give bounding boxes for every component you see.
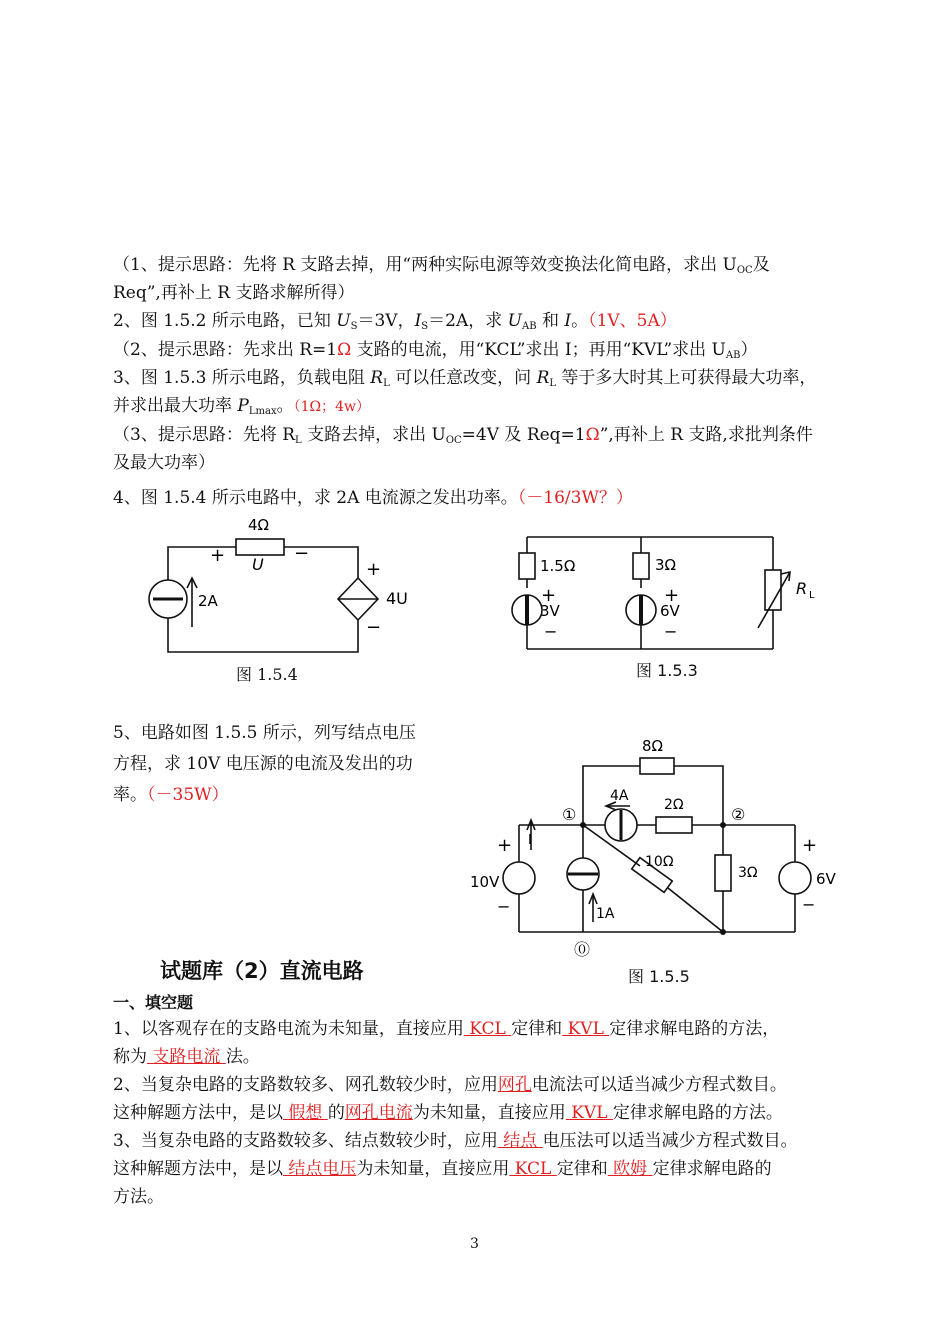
svg-text:−: − [366, 617, 382, 638]
svg-text:+: + [210, 545, 226, 566]
answer-3: （1Ω；4w） [293, 399, 370, 415]
svg-text:+: + [366, 559, 382, 580]
hint2: （2、提示思路：先求出 R=1Ω 支路的电流，用“KCL”求出 I；再用“KVL”求出 $U_{AB}$） [113, 340, 758, 361]
svg-text:+: + [497, 835, 513, 856]
figure-1-5-5 [503, 758, 811, 932]
svg-text:②: ② [731, 805, 746, 824]
svg-text:L: L [809, 590, 815, 601]
variable-resistor-arrow-icon [758, 572, 790, 628]
svg-text:4Ω: 4Ω [248, 516, 270, 534]
fill-3-line1: 3、当复杂电路的支路数较多、结点数较少时，应用 结点 电压法可以适当减少方程式数目。 [113, 1131, 798, 1151]
hint3-line2: 及最大功率） [113, 453, 215, 473]
question-5-line2: 方程，求 10V 电压源的电流及发出的功 [113, 754, 413, 774]
svg-text:+: + [802, 835, 818, 856]
question-3-line2: 并求出最大功率 $P_{Lmax}$。（1Ω；4w） [113, 396, 370, 417]
hint1-line1: （1、提示思路：先将 R 支路去掉，用“两种实际电源等效变换法化简电路，求出 $U_{OC}$及 [113, 255, 770, 276]
svg-text:U: U [252, 555, 264, 574]
fill-1-line2: 称为 支路电流 法。 [113, 1047, 260, 1067]
answer-2: （1V、5A） [588, 311, 677, 331]
svg-text:+: + [541, 585, 557, 606]
fill-1-line1: 1、以客观存在的支路电流为未知量，直接应用 KCL 定律和 KVL 定律求解电路的方法， [113, 1019, 780, 1039]
voltage-source-10v-icon [503, 862, 535, 894]
svg-text:10V: 10V [470, 873, 500, 891]
svg-text:4A: 4A [610, 788, 629, 804]
svg-text:1A: 1A [596, 906, 615, 922]
svg-text:−: − [664, 622, 678, 641]
hint1-line2: Req”,再补上 R 支路求解所得） [113, 283, 355, 303]
svg-text:3V: 3V [540, 602, 560, 620]
page-number: 3 [470, 1236, 479, 1252]
svg-text:10Ω: 10Ω [645, 854, 674, 870]
svg-text:−: − [497, 897, 511, 916]
svg-text:2A: 2A [198, 592, 218, 610]
figure-1-5-4-caption: 图 1.5.4 [236, 665, 298, 684]
svg-text:I: I [528, 833, 532, 848]
question-5-line3: 率。（－35W） [113, 785, 229, 805]
svg-text:3Ω: 3Ω [655, 556, 677, 574]
figure-1-5-5-caption: 图 1.5.5 [628, 967, 690, 986]
fill-2-line2: 这种解题方法中，是以 假想 的网孔电流为未知量，直接应用 KVL 定律求解电路的方法。 [113, 1103, 783, 1123]
question-4: 4、图 1.5.4 所示电路中，求 2A 电流源之发出功率。（－16/3W？） [113, 488, 633, 508]
svg-text:−: − [802, 895, 816, 914]
answer-5: （－35W） [147, 785, 229, 805]
question-3-line1: 3、图 1.5.3 所示电路，负载电阻 $R_L$ 可以任意改变，问 $R_L$ 等于多大时其上可获得最大功率， [113, 368, 817, 389]
question-2: 2、图 1.5.2 所示电路，已知 $U_S=3V$，$I_S=2A$，求 $U_{AB}$ 和 I。（1V、5A） [113, 311, 677, 332]
hint3-line1: （3、提示思路：先将 $R_L$ 支路去掉，求出 $U_{OC}=4V$ 及 Req=1Ω”,再补上 R 支路,求批判条件 [113, 425, 813, 446]
svg-text:2Ω: 2Ω [664, 797, 684, 813]
svg-text:⓪: ⓪ [574, 940, 591, 959]
voltage-source-6v-icon [779, 862, 811, 894]
section-title: 试题库（2）直流电路 [160, 959, 364, 983]
answer-4: （－16/3W？） [517, 488, 633, 508]
svg-text:6V: 6V [816, 870, 836, 888]
svg-text:6V: 6V [660, 602, 680, 620]
question-5-line1: 5、电路如图 1.5.5 所示，列写结点电压 [113, 723, 416, 743]
fill-3-line2: 这种解题方法中，是以 结点电压为未知量，直接应用 KCL 定律和 欧姆 定律求解电路的 [113, 1159, 772, 1179]
svg-text:①: ① [562, 805, 577, 824]
svg-text:+: + [664, 585, 680, 606]
svg-text:R: R [796, 579, 808, 598]
figure-1-5-3-caption: 图 1.5.3 [636, 661, 698, 680]
svg-text:8Ω: 8Ω [642, 737, 664, 755]
svg-text:−: − [544, 622, 558, 641]
svg-text:1.5Ω: 1.5Ω [540, 557, 576, 575]
fill-3-line3: 方法。 [113, 1187, 164, 1207]
svg-text:3Ω: 3Ω [738, 865, 758, 881]
svg-text:−: − [294, 543, 310, 564]
section-heading-fill-blank: 一、填空题 [113, 993, 194, 1012]
svg-text:4U: 4U [386, 589, 408, 608]
fill-2-line1: 2、当复杂电路的支路数较多、网孔数较少时，应用网孔电流法可以适当减少方程式数目。 [113, 1075, 787, 1095]
